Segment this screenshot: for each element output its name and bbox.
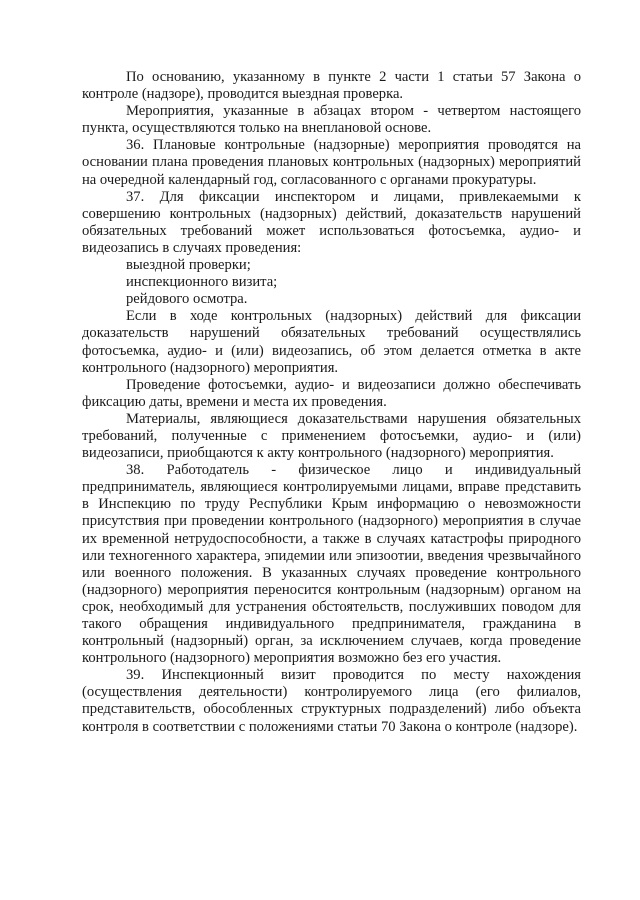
list-item: выездной проверки; (126, 257, 251, 274)
paragraph-recording-note: Если в ходе контрольных (надзорных) действий для фиксации доказательств нарушений обязательных требований осуществлялись фотосъемка, аудио- и (или) видеозапись, об этом делается отметка в акте контрольного (надзорного) мероприятия. (82, 308, 581, 376)
list-item: инспекционного визита; (126, 274, 278, 291)
paragraph-materials: Материалы, являющиеся доказательствами нарушения обязательных требований, полученные с применением фотосъемки, аудио- и (или) видеозаписи, приобщаются к акту контрольного (надзорного) мероприятия. (82, 410, 581, 462)
list-item: рейдового осмотра. (126, 291, 248, 308)
paragraph-36: 36. Плановые контрольные (надзорные) мероприятия проводятся на основании плана проведения плановых контрольных (надзорных) мероприятий на очередной календарный год, согласованного с органами прокуратуры. (82, 137, 581, 188)
paragraph-38: 38. Работодатель - физическое лицо и индивидуальный предприниматель, являющиеся контролируемыми лицами, вправе представить в Инспекцию по труду Республики Крым информацию о невозможности присутствия при проведении контрольного (надзорного) мероприятия в случае их временной нетрудоспособности, а также в случаях катастрофы природного или техногенного характера, эпидемии или эпизоотии, введения чрезвычайного или военного положения. В указанных случаях проведение контрольного (надзорного) мероприятия переносится контрольным (надзорным) органом на срок, необходимый для устранения обстоятельств, послуживших поводом для такого обращения индивидуального предпринимателя, гражданина в контрольный (надзорный) орган, за исключением случаев, когда проведение контрольного (надзорного) мероприятия возможно без его участия. (82, 462, 581, 667)
paragraph-unscheduled-only: Мероприятия, указанные в абзацах втором - четвертом настоящего пункта, осуществляются только на внеплановой основе. (82, 103, 581, 137)
paragraph-recording-date: Проведение фотосъемки, аудио- и видеозаписи должно обеспечивать фиксацию даты, времени и места их проведения. (82, 376, 581, 410)
paragraph-37: 37. Для фиксации инспектором и лицами, привлекаемыми к совершению контрольных (надзорных) действий, доказательств нарушений обязательных требований может использоваться фотосъемка, аудио- и видеозапись в случаях проведения: (82, 188, 581, 256)
paragraph-inspection-basis: По основанию, указанному в пункте 2 части 1 статьи 57 Закона о контроле (надзоре), проводится выездная проверка. (82, 69, 581, 103)
paragraph-39: 39. Инспекционный визит проводится по месту нахождения (осуществления деятельности) контролируемого лица (его филиалов, представительств, обособленных структурных подразделений) либо объекта контроля в соответствии с положениями статьи 70 Закона о контроле (надзоре). (82, 667, 581, 735)
